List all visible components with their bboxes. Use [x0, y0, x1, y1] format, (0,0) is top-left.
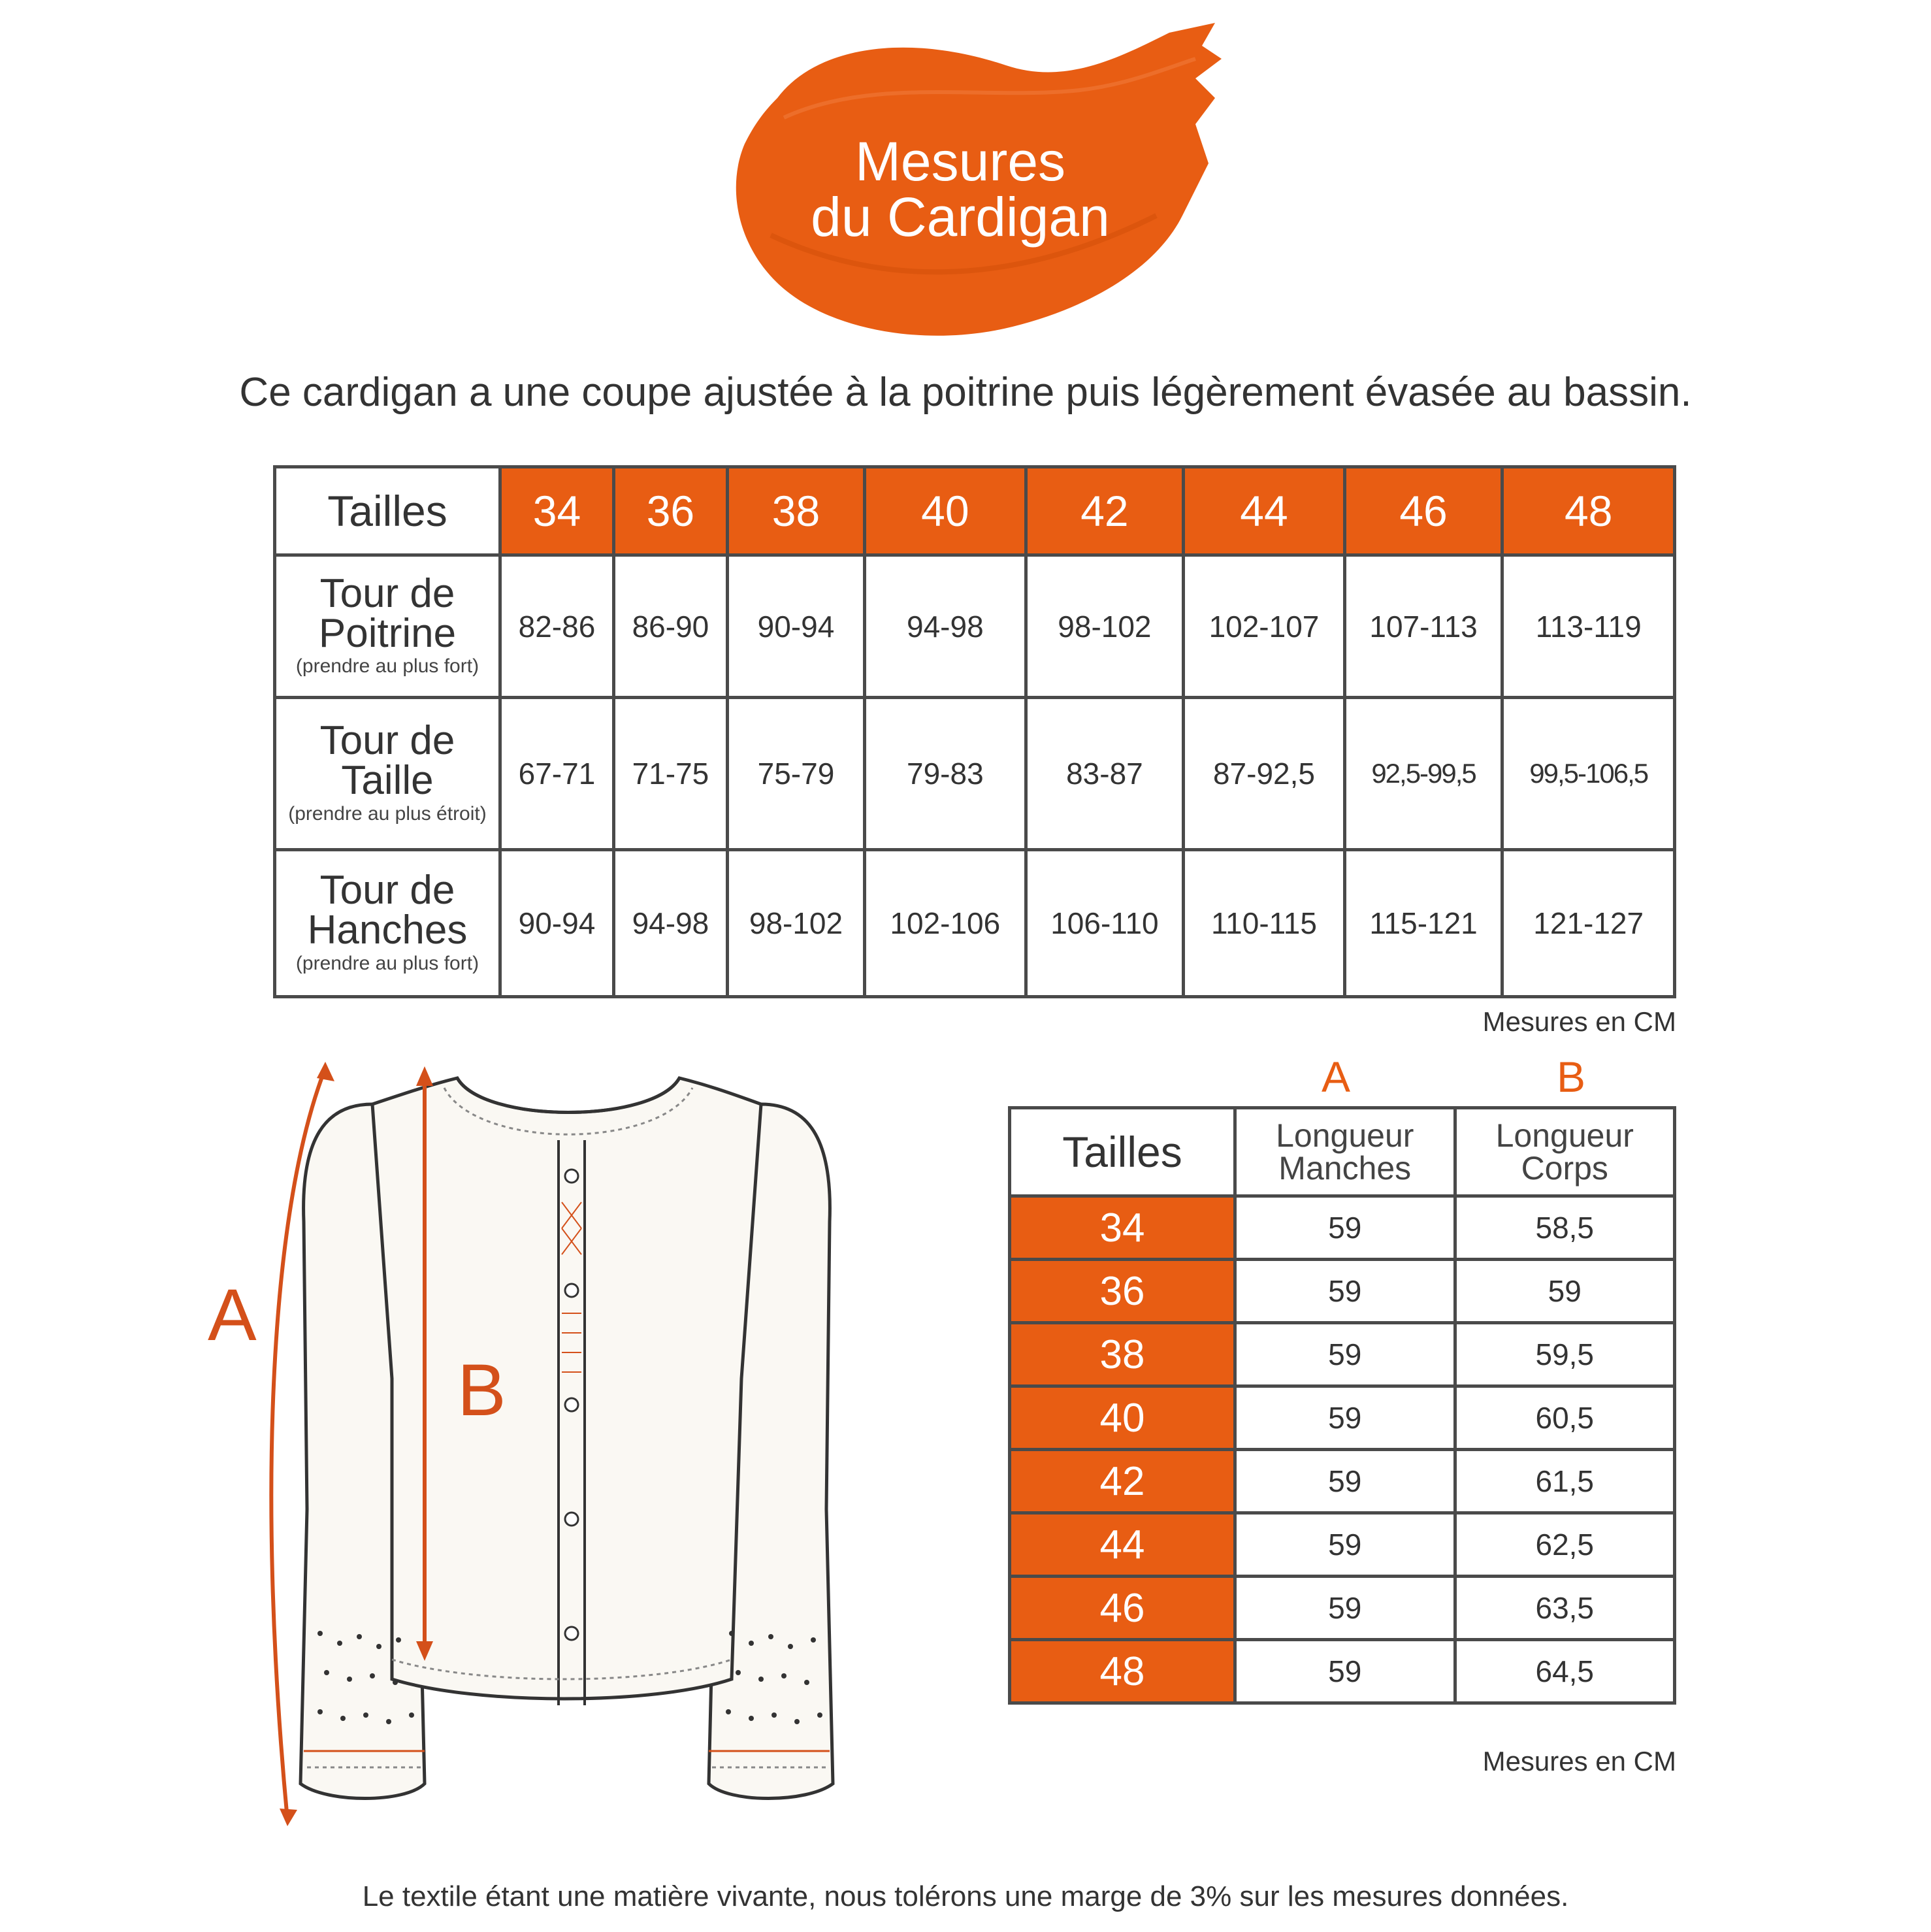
column-letter-a: A [1321, 1053, 1351, 1101]
table-cell: 59 [1235, 1196, 1455, 1260]
row-label-line1: Tour de [319, 570, 455, 616]
table-cell: 59 [1235, 1513, 1455, 1577]
table-row [1010, 1640, 1675, 1703]
length-table-corner: Tailles [1010, 1108, 1235, 1196]
table-cell: 59 [1235, 1323, 1455, 1386]
column-header-sleeve-length [1235, 1108, 1455, 1196]
row-hint: (prendre au plus étroit) [288, 802, 487, 825]
table-cell: 79-83 [865, 698, 1026, 850]
size-header: 36 [613, 467, 727, 555]
table-row [275, 698, 1675, 850]
table-row [1010, 1386, 1675, 1450]
table-row [1010, 1513, 1675, 1577]
size-header: 48 [1502, 467, 1675, 555]
size-header-row [275, 467, 1675, 555]
subtitle: Ce cardigan a une coupe ajustée à la poitrine puis légèrement évasée au bassin. [239, 370, 1692, 415]
row-label-line2: Poitrine [318, 610, 457, 656]
table-cell: 59 [1235, 1386, 1455, 1450]
size-cell: 38 [1010, 1323, 1235, 1386]
arrow-label-b: B [457, 1349, 506, 1431]
table-cell: 102-107 [1184, 555, 1345, 698]
table-cell: 59 [1455, 1260, 1675, 1323]
table-cell: 75-79 [727, 698, 864, 850]
table-cell: 61,5 [1455, 1450, 1675, 1513]
table-cell: 62,5 [1455, 1513, 1675, 1577]
table-row [1010, 1260, 1675, 1323]
row-hint: (prendre au plus fort) [295, 655, 479, 678]
column-header-body-length [1455, 1108, 1675, 1196]
cardigan-illustration [196, 1052, 849, 1836]
size-header: 40 [865, 467, 1026, 555]
table-cell: 113-119 [1502, 555, 1675, 698]
title-line-1: Mesures [854, 131, 1066, 192]
table-cell: 60,5 [1455, 1386, 1675, 1450]
table-row [275, 850, 1675, 997]
table-cell: 83-87 [1026, 698, 1184, 850]
table-cell: 59,5 [1455, 1323, 1675, 1386]
size-table-corner: Tailles [275, 467, 500, 555]
table-cell: 63,5 [1455, 1577, 1675, 1640]
row-hint: (prendre au plus fort) [295, 952, 479, 974]
size-header: 42 [1026, 467, 1184, 555]
table-cell: 98-102 [727, 850, 864, 997]
row-label-taille [275, 698, 500, 850]
table-cell: 67-71 [500, 698, 614, 850]
length-table [1008, 1106, 1676, 1705]
column-header-line1: Longueur [1495, 1117, 1634, 1154]
size-table [273, 465, 1676, 998]
size-header: 44 [1184, 467, 1345, 555]
table-row [1010, 1196, 1675, 1260]
row-label-line1: Tour de [319, 868, 455, 913]
arrow-label-a: A [208, 1274, 257, 1356]
table-cell: 71-75 [613, 698, 727, 850]
column-letter-b: B [1556, 1053, 1586, 1101]
table-cell: 121-127 [1502, 850, 1675, 997]
size-header: 46 [1344, 467, 1502, 555]
size-cell: 34 [1010, 1196, 1235, 1260]
table-cell: 106-110 [1026, 850, 1184, 997]
table-cell: 59 [1235, 1640, 1455, 1703]
table-cell: 59 [1235, 1450, 1455, 1513]
table-cell: 102-106 [865, 850, 1026, 997]
table-cell: 59 [1235, 1577, 1455, 1640]
table-cell: 90-94 [500, 850, 614, 997]
table-cell: 87-92,5 [1184, 698, 1345, 850]
size-cell: 40 [1010, 1386, 1235, 1450]
size-table-unit: Mesures en CM [1482, 1006, 1676, 1037]
size-header: 34 [500, 467, 614, 555]
row-label-line2: Taille [341, 758, 434, 803]
table-row [1010, 1323, 1675, 1386]
table-cell: 59 [1235, 1260, 1455, 1323]
size-header: 38 [727, 467, 864, 555]
table-row [1010, 1577, 1675, 1640]
table-cell: 94-98 [613, 850, 727, 997]
table-cell: 110-115 [1184, 850, 1345, 997]
footer-note: Le textile étant une matière vivante, nous tolérons une marge de 3% sur les mesures données. [362, 1880, 1569, 1912]
column-header-line1: Longueur [1276, 1117, 1414, 1154]
size-cell: 48 [1010, 1640, 1235, 1703]
size-cell: 36 [1010, 1260, 1235, 1323]
table-cell: 94-98 [865, 555, 1026, 698]
table-row [275, 555, 1675, 698]
table-cell: 99,5-106,5 [1502, 698, 1675, 850]
title-line-2: du Cardigan [811, 186, 1110, 248]
row-label-line2: Hanches [307, 908, 468, 953]
size-cell: 46 [1010, 1577, 1235, 1640]
table-cell: 58,5 [1455, 1196, 1675, 1260]
column-header-line2: Manches [1278, 1150, 1412, 1187]
size-cell: 42 [1010, 1450, 1235, 1513]
length-header-row [1010, 1108, 1675, 1196]
table-cell: 115-121 [1344, 850, 1502, 997]
length-table-unit: Mesures en CM [1482, 1746, 1676, 1776]
row-label-poitrine [275, 555, 500, 698]
row-label-line1: Tour de [319, 718, 455, 764]
table-cell: 98-102 [1026, 555, 1184, 698]
table-cell: 90-94 [727, 555, 864, 698]
table-cell: 107-113 [1344, 555, 1502, 698]
size-cell: 44 [1010, 1513, 1235, 1577]
column-header-line2: Corps [1521, 1150, 1608, 1187]
table-cell: 82-86 [500, 555, 614, 698]
table-row [1010, 1450, 1675, 1513]
table-cell: 64,5 [1455, 1640, 1675, 1703]
table-cell: 92,5-99,5 [1344, 698, 1502, 850]
row-label-hanches [275, 850, 500, 997]
table-cell: 86-90 [613, 555, 727, 698]
